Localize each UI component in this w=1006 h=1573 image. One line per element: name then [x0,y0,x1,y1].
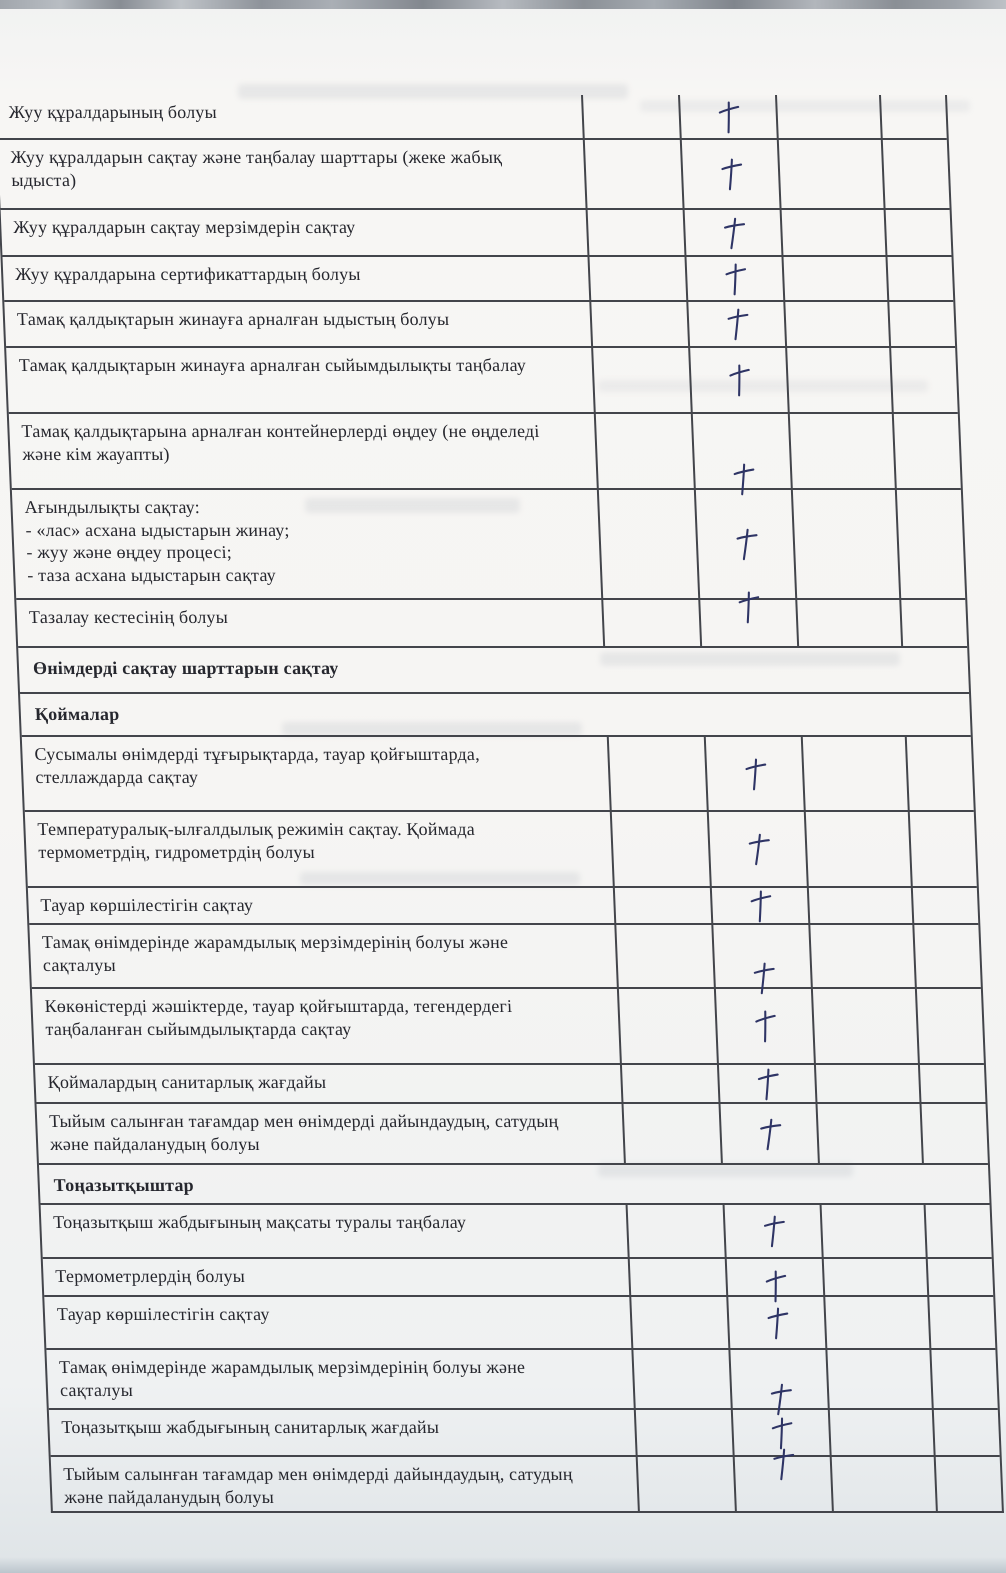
section-header-row [18,646,969,692]
empty-cell [887,302,955,346]
section-header-row [39,1163,990,1203]
checklist-row [29,923,981,987]
checkmark-icon [733,588,763,627]
empty-cell [594,414,694,488]
empty-cell [613,888,711,923]
empty-cell [879,95,947,138]
empty-cell [586,210,685,255]
empty-cell [775,95,881,138]
empty-cell [620,1065,718,1102]
checklist-row [25,810,977,886]
empty-cell [934,1457,1002,1513]
check-cell [704,737,804,810]
row-description: Температуралық-ылғалдылық режимін сақтау. Қоймада термометрдің, гидрометрдің болуы [37,819,476,862]
checklist-row [2,255,953,300]
row-description: Тазалау кестесінің болуы [28,607,229,627]
row-description: Тоңазытқыш жабдығының мақсаты туралы таңбалау [52,1212,467,1232]
empty-cell [807,888,912,923]
check-cell [686,302,785,346]
empty-cell [607,737,707,810]
checkmark-icon [763,1304,792,1342]
check-cell [698,600,797,646]
check-cell [685,257,784,300]
checklist-row [1,208,952,255]
empty-cell [788,414,895,488]
checklist-row [12,488,965,598]
checklist-row [6,346,958,412]
checkmark-icon [753,1065,782,1103]
row-description: Тыйым салынған тағамдар мен өнімдерді дайындаудың, сатудың және пайдаланудың болуы [62,1464,573,1507]
checklist-row [46,1348,997,1408]
empty-cell [918,1065,985,1102]
row-description: Сусымалы өнімдерді тұғырықтарда, тауар қойғыштарда, стеллаждарда сақтау [34,744,481,787]
checkmark-icon [759,1212,786,1251]
row-description: Тамақ қалдықтарын жинауға арналған ыдыстың болуы [16,309,450,329]
check-cell [725,1259,823,1295]
check-cell [726,1297,825,1348]
row-description: Көкөністерді жәшіктерде, тауар қойғыштарда, тегендердегі таңбаланған сыйымдылықтарда сақтау [44,996,513,1039]
empty-cell [886,257,954,300]
empty-cell [820,1205,926,1257]
checkmark-icon [720,259,750,298]
empty-cell [899,600,967,646]
empty-cell [808,925,914,987]
empty-cell [780,210,886,255]
empty-cell [828,1410,934,1455]
checkmark-icon [740,755,769,793]
row-description: Тамақ өнімдерінде жарамдылық мерзімдерінің болуы және сақталуы [41,932,509,975]
check-cell [707,812,807,886]
check-cell [683,210,782,255]
empty-cell [622,1104,721,1163]
checklist-table [0,95,1004,1513]
empty-cell [636,1457,735,1513]
checkmark-icon [713,97,744,137]
check-cell [710,888,808,923]
empty-cell [932,1410,1000,1455]
row-description: Тамақ қалдықтарын жинауға арналған сыйымдылықты таңбалау [18,355,527,375]
section-header-row [20,692,971,735]
empty-cell [811,989,918,1063]
section-title: Тоңазытқыштар [53,1175,195,1195]
empty-cell [911,888,978,923]
empty-cell [591,348,691,412]
checkmark-icon [744,829,772,869]
empty-cell [610,812,710,886]
empty-cell [782,257,888,300]
empty-cell [785,348,892,412]
checkmark-icon [749,959,776,998]
empty-cell [823,1297,929,1348]
empty-cell [614,925,713,987]
row-description: Жуу құралдарын сақтау мерзімдерін сақтау [12,217,356,237]
empty-cell [583,140,683,208]
row-description: Термометрлердің болуы [55,1266,246,1286]
row-description: Тауар көршілестігін сақтау [40,895,254,915]
empty-cell [801,737,908,810]
empty-cell [825,1350,931,1408]
empty-cell [804,812,911,886]
empty-cell [597,490,698,598]
checkmark-icon [750,1006,781,1046]
checkmark-icon [745,886,775,925]
checkmark-icon [732,524,760,564]
empty-cell [926,1259,993,1295]
empty-cell [929,1350,997,1408]
checklist-row [51,1455,1002,1513]
row-description: Тамақ қалдықтарына арналған контейнерлерді өңдеу (не өңделеді және кім жауапты) [21,421,540,464]
check-cell [680,140,780,208]
empty-cell [617,989,717,1063]
row-description: Тамақ өнімдерінде жарамдылық мерзімдерінің болуы және сақталуы [58,1357,526,1400]
check-cell [728,1350,827,1408]
empty-cell [884,210,952,255]
empty-cell [791,490,899,598]
empty-cell [927,1297,995,1348]
empty-cell [601,600,700,646]
empty-cell [905,737,974,810]
empty-cell [912,925,980,987]
empty-cell [783,302,889,346]
empty-cell [895,490,965,598]
empty-cell [830,1457,936,1513]
checkmark-icon [769,1445,796,1484]
check-cell [717,1065,815,1102]
row-description: Тауар көршілестігін сақтау [56,1304,270,1324]
check-cell [694,490,795,598]
row-description: Ағындылықты сақтау: - «лас» асхана ыдыстарын жинау; - жуу және өңдеу процесі; - таза асхана ыдыстарын сақтау [24,497,290,586]
check-cell [723,1205,822,1257]
checkmark-icon [723,305,750,344]
row-description: Тыйым салынған тағамдар мен өнімдерді дайындаудың, сатудың және пайдаланудың болуы [48,1111,559,1154]
checklist-row [44,1295,995,1348]
section-title: Өнімдерді сақтау шарттарын сақтау [32,658,339,678]
checklist-row [28,886,978,923]
checkmark-icon [719,213,747,253]
checklist-row [16,598,967,646]
row-description: Қоймалардың санитарлық жағдайы [47,1072,327,1092]
empty-cell [892,414,961,488]
empty-cell [634,1410,733,1455]
checklist-row [36,1102,987,1163]
row-description: Тоңазытқыш жабдығының санитарлық жағдайы [61,1417,440,1437]
check-cell [688,348,788,412]
empty-cell [889,348,958,412]
empty-cell [881,140,950,208]
checklist-row [22,735,974,810]
empty-cell [626,1205,725,1257]
empty-cell [908,812,977,886]
checkmark-icon [755,1114,783,1154]
checkmark-icon [724,360,755,400]
check-cell [719,1104,818,1163]
empty-cell [588,257,687,300]
empty-cell [629,1297,728,1348]
empty-cell [814,1065,919,1102]
row-description: Жуу құралдарын сақтау және таңбалау шарттары (жеке жабық ыдыста) [10,147,503,190]
checklist-row [41,1203,992,1257]
empty-cell [777,140,884,208]
row-description: Жуу құралдарының болуы [8,102,218,122]
checklist-row [32,987,984,1063]
scan-bottom-shadow [0,1557,1006,1573]
empty-cell [915,989,984,1063]
row-description: Жуу құралдарына сертификаттардың болуы [14,264,362,284]
checklist-row [0,138,950,208]
empty-cell [822,1259,927,1295]
checklist-row [43,1257,994,1295]
checklist-row [4,300,955,346]
checklist-row [0,95,947,138]
checklist-row [9,412,961,488]
check-cell [714,989,814,1063]
checklist-row [35,1063,986,1102]
empty-cell [581,95,680,138]
check-cell [691,414,791,488]
empty-cell [631,1350,730,1408]
checkmark-icon [716,155,745,193]
empty-cell [795,600,901,646]
check-cell [733,1457,832,1513]
check-cell [711,925,810,987]
checkmark-icon [760,1266,791,1306]
scan-edge-artifact [0,0,1006,9]
checkmark-icon [729,460,758,498]
section-title: Қоймалар [34,704,120,724]
check-cell [678,95,777,138]
empty-cell [920,1104,988,1163]
checklist-row [49,1408,1000,1455]
empty-cell [628,1259,726,1295]
empty-cell [589,302,688,346]
empty-cell [816,1104,922,1163]
empty-cell [924,1205,992,1257]
